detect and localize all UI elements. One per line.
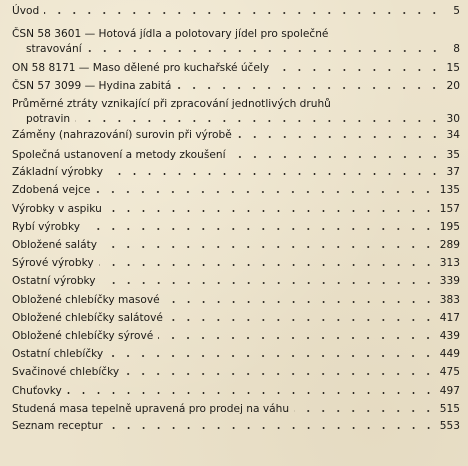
leader-dots <box>237 136 442 138</box>
toc-entry-page: 8 <box>453 43 460 55</box>
leader-dots <box>44 12 442 14</box>
toc-entry-page: 553 <box>439 420 460 432</box>
toc-entry-title: Rybí výrobky <box>12 221 80 233</box>
toc-entry-title-continued: potravin <box>26 113 71 125</box>
toc-entry-title: Seznam receptur <box>12 420 103 432</box>
leader-dots <box>158 337 436 339</box>
toc-entry-title: Zdobená vejce <box>12 184 91 196</box>
leader-dots <box>165 301 436 303</box>
toc-entry-page: 449 <box>439 348 460 360</box>
toc-entry-page: 34 <box>446 129 460 141</box>
toc-entry-title: Úvod <box>12 5 40 17</box>
leader-dots <box>75 120 442 122</box>
toc-entry-page: 515 <box>439 403 460 415</box>
leader-dots <box>108 355 436 357</box>
leader-dots <box>102 246 436 248</box>
toc-entry-page: 289 <box>439 239 460 251</box>
leader-dots <box>124 373 436 375</box>
toc-entry-page: 35 <box>446 149 460 161</box>
leader-dots <box>95 191 435 193</box>
toc-entry-title: Průměrné ztráty vznikající při zpracování jednotlivých druhů <box>12 98 331 110</box>
toc-entry-title: Společná ustanovení a metody zkoušení <box>12 149 226 161</box>
toc-entry-title: ON 58 8171 — Maso dělené pro kuchařské účely <box>12 62 270 74</box>
toc-entry-title: Ostatní chlebíčky <box>12 348 104 360</box>
toc-entry-page: 37 <box>446 166 460 178</box>
leader-dots <box>99 264 436 266</box>
leader-dots <box>67 392 436 394</box>
toc-entry-title: ČSN 58 3601 — Hotová jídla a polotovary jídel pro společné <box>12 28 329 40</box>
toc-entry-title: Obložené chlebíčky sýrové <box>12 330 154 342</box>
leader-dots <box>231 156 442 158</box>
toc-entry-title: Výrobky v aspiku <box>12 203 102 215</box>
leader-dots <box>168 319 436 321</box>
toc-entry-title: Obložené saláty <box>12 239 98 251</box>
toc-entry-title: Chuťovky <box>12 385 62 397</box>
toc-entry-title: Obložené chlebíčky masové <box>12 294 160 306</box>
leader-dots <box>108 427 436 429</box>
leader-dots <box>101 282 436 284</box>
toc-entry-title: Záměny (nahrazování) surovin při výrobě <box>12 129 232 141</box>
toc-entry-page: 157 <box>439 203 460 215</box>
toc-entry-title: Ostatní výrobky <box>12 275 96 287</box>
toc-entry-title: ČSN 57 3099 — Hydina zabitá <box>12 80 172 92</box>
toc-entry-page: 15 <box>446 62 460 74</box>
toc-entry-page: 30 <box>446 113 460 125</box>
toc-entry-title: Základní výrobky <box>12 166 103 178</box>
toc-entry-page: 383 <box>439 294 460 306</box>
toc-entry-page: 439 <box>439 330 460 342</box>
leader-dots <box>108 173 442 175</box>
leader-dots <box>85 228 436 230</box>
toc-entry-page: 339 <box>439 275 460 287</box>
leader-dots <box>294 410 436 412</box>
toc-entry-page: 497 <box>439 385 460 397</box>
toc-entry-page: 5 <box>453 5 460 17</box>
toc-entry-title: Studená masa tepelně upravená pro prodej na váhu <box>12 403 290 415</box>
toc-entry-page: 20 <box>446 80 460 92</box>
toc-entry-page: 195 <box>439 221 460 233</box>
toc-entry-page: 313 <box>439 257 460 269</box>
toc-entry-title: Svačinové chlebíčky <box>12 366 120 378</box>
toc-entry-page: 475 <box>439 366 460 378</box>
toc-entry-title: Obložené chlebíčky salátové <box>12 312 163 324</box>
leader-dots <box>87 50 442 52</box>
toc-entry-page: 135 <box>439 184 460 196</box>
toc-entry-title: Sýrové výrobky <box>12 257 94 269</box>
leader-dots <box>176 87 442 89</box>
toc-entry-title-continued: stravování <box>26 43 82 55</box>
table-of-contents <box>12 0 460 466</box>
leader-dots <box>274 69 442 71</box>
leader-dots <box>107 210 436 212</box>
toc-entry-page: 417 <box>439 312 460 324</box>
